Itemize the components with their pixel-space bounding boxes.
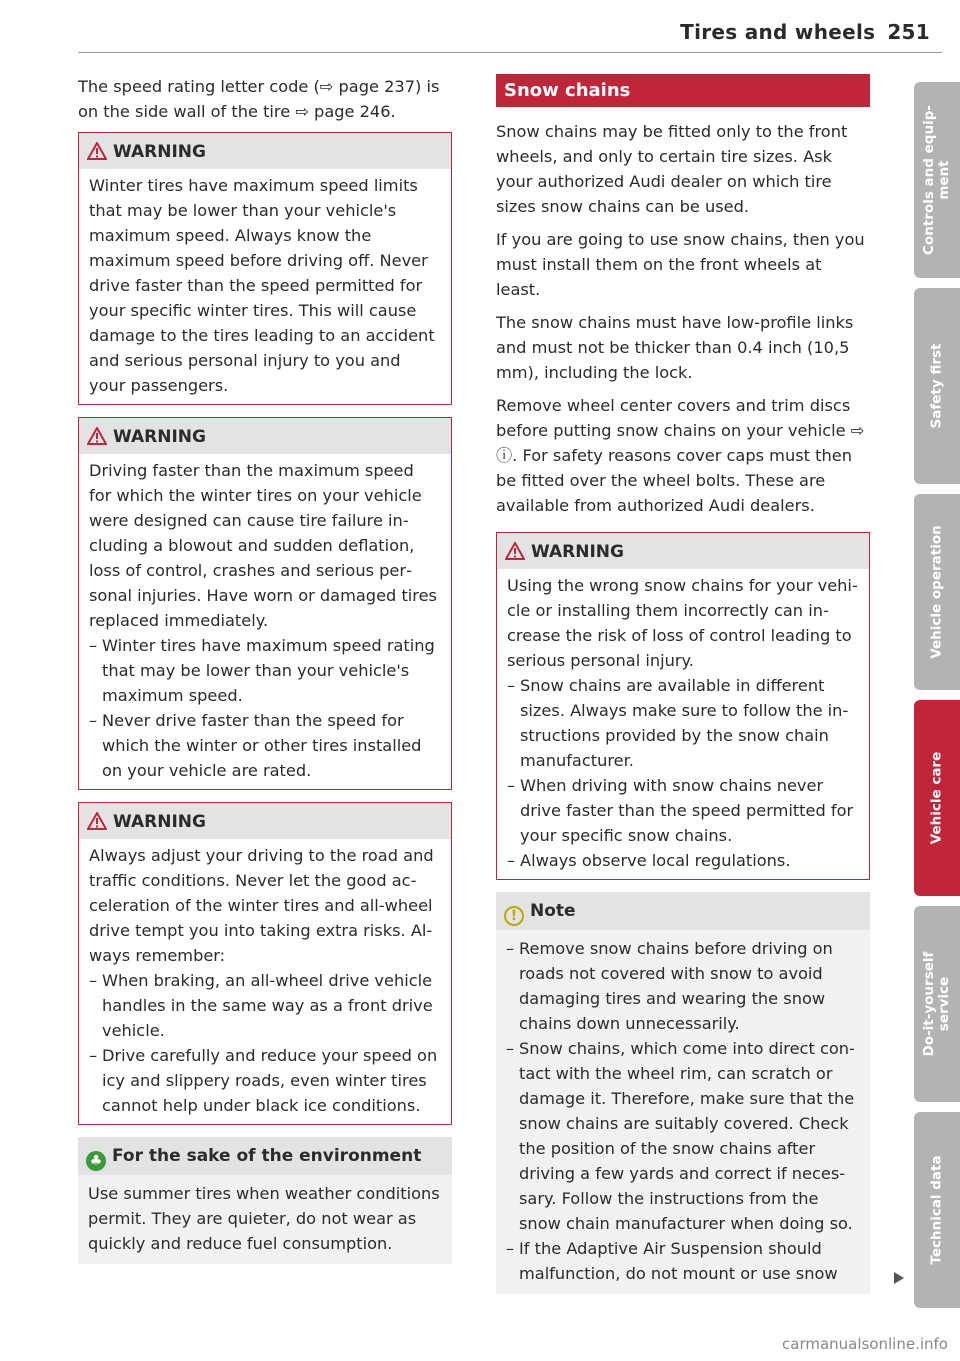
warning-text: Always adjust your driving to the road and traffic conditions. Never let the good acceleration of the winter tires and all-wheel drive tempt you into taking extra risks. Always remember: xyxy=(89,846,434,965)
paragraph: If you are going to use snow chains, then you must install them on the front wheels at least. xyxy=(496,230,865,299)
warning-text: Using the wrong snow chains for your vehicle or installing them incorrectly can increase the risk of loss of control leading to serious personal injury. xyxy=(507,576,858,670)
list-item: – Drive carefully and reduce your speed on icy and slippery roads, even winter tires cannot help under black ice conditions. xyxy=(89,1043,441,1118)
note-title: Note xyxy=(530,901,576,921)
right-column xyxy=(496,74,870,1306)
environment-title: For the sake of the environment xyxy=(112,1146,422,1166)
snow-chains-heading: Snow chains xyxy=(496,74,870,107)
left-column xyxy=(78,74,452,1276)
list-item: – Never drive faster than the speed for which the winter or other tires installed on your vehicle are rated. xyxy=(89,708,441,783)
intro-paragraph: The speed rating letter code (⇨ page 237) is on the side wall of the tire ⇨ page 246. xyxy=(78,77,440,121)
note-box xyxy=(496,892,870,1294)
warning-title: WARNING xyxy=(531,542,624,562)
environment-text: Use summer tires when weather conditions permit. They are quieter, do not wear as quickly and reduce fuel consumption. xyxy=(78,1175,452,1264)
paragraph: Snow chains may be fitted only to the front wheels, and only to certain tire sizes. Ask your authorized Audi dealer on which tire sizes snow chains can be used. xyxy=(496,122,848,216)
paragraph: Remove wheel center covers and trim discs before putting snow chains on your vehicle ⇨ ⓘ. For safety reasons cover caps must then be fitted over the wheel bolts. These are available from authorized Audi dealers. xyxy=(496,396,865,515)
list-item: – Remove snow chains before driving on roads not covered with snow to avoid damaging tires and wearing the snow chains down unnecessarily. xyxy=(506,936,860,1036)
tab-vehicle-operation[interactable]: Vehicle operation xyxy=(914,494,960,690)
warning-triangle-icon xyxy=(87,427,107,445)
header-rule xyxy=(78,52,942,53)
warning-title: WARNING xyxy=(113,812,206,832)
warning-text: Driving faster than the maximum speed for which the winter tires on your vehicle were designed can cause tire failure including a blowout and sudden deflation, loss of control, crashes and serious personal injuries. Have worn or damaged tires replaced immediately. xyxy=(89,461,437,630)
tab-vehicle-care[interactable]: Vehicle care xyxy=(914,700,960,896)
warning-box-snow-chains xyxy=(496,532,870,880)
list-item: – Always observe local regulations. xyxy=(507,848,859,873)
warning-box-3 xyxy=(78,802,452,1125)
warning-triangle-icon xyxy=(505,542,525,560)
footer-watermark: carmanualsonline.info xyxy=(782,1335,948,1353)
page-number: 251 xyxy=(887,20,930,44)
warning-box-1 xyxy=(78,132,452,405)
tab-controls-and-equipment[interactable]: Controls and equip- ment xyxy=(914,82,960,278)
list-item: – If the Adaptive Air Suspension should malfunction, do not mount or use snow xyxy=(506,1236,860,1286)
warning-triangle-icon xyxy=(87,142,107,160)
warning-box-2 xyxy=(78,417,452,790)
warning-triangle-icon xyxy=(87,812,107,830)
continue-arrow-icon xyxy=(894,1272,904,1284)
warning-title: WARNING xyxy=(113,142,206,162)
environment-box xyxy=(78,1137,452,1264)
list-item: – Snow chains, which come into direct contact with the wheel rim, can scratch or damage it. Therefore, make sure that the snow chains are suitably covered. Check the position of the snow chains after driving a few yards and correct if necessary. Follow the instructions from the snow chain manufacturer when doing so. xyxy=(506,1036,860,1236)
warning-list xyxy=(89,968,441,1118)
section-title: Tires and wheels xyxy=(680,20,876,44)
paragraph: The snow chains must have low-profile links and must not be thicker than 0.4 inch (10,5 mm), including the lock. xyxy=(496,313,854,382)
note-list xyxy=(506,936,860,1286)
page-header xyxy=(680,20,930,44)
list-item: – Snow chains are available in different sizes. Always make sure to follow the instructions provided by the snow chain manufacturer. xyxy=(507,673,859,773)
environment-leaf-icon: ♣ xyxy=(86,1151,106,1171)
warning-list xyxy=(89,633,441,783)
warning-text: Winter tires have maximum speed limits that may be lower than your vehicle's maximum speed. Always know the maximum speed before driving off. Never drive faster than the speed permitted for your specific winter tires. This will cause damage to the tires leading to an accident and serious personal injury to you and your passengers. xyxy=(89,176,435,395)
list-item: – When braking, an all-wheel drive vehicle handles in the same way as a front drive vehicle. xyxy=(89,968,441,1043)
list-item: – Winter tires have maximum speed rating that may be lower than your vehicle's maximum speed. xyxy=(89,633,441,708)
tab-safety-first[interactable]: Safety first xyxy=(914,288,960,484)
warning-list xyxy=(507,673,859,873)
tab-do-it-yourself-service[interactable]: Do-it-yourself service xyxy=(914,906,960,1102)
tab-technical-data[interactable]: Technical data xyxy=(914,1112,960,1308)
list-item: – When driving with snow chains never drive faster than the speed permitted for your specific snow chains. xyxy=(507,773,859,848)
warning-title: WARNING xyxy=(113,427,206,447)
note-info-icon: ! xyxy=(504,906,524,926)
